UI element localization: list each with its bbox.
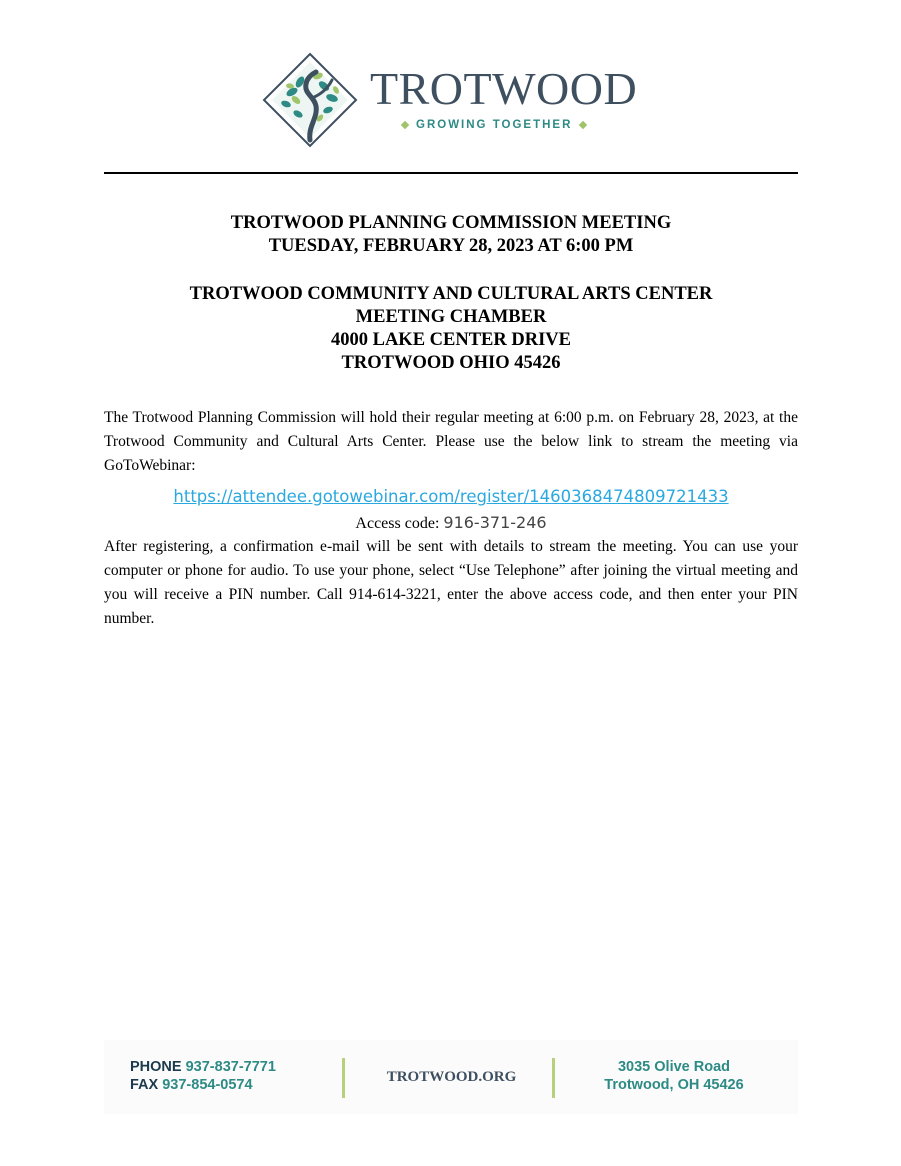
page-footer xyxy=(104,1040,798,1114)
address-street: 3035 Olive Road xyxy=(617,1059,731,1075)
phone-number: 937-837-7771 xyxy=(185,1059,276,1075)
venue-name: TROTWOOD COMMUNITY AND CULTURAL ARTS CENTER xyxy=(189,284,713,304)
diamond-icon xyxy=(401,121,409,129)
footer-website: TROTWOOD.ORG xyxy=(386,1069,517,1085)
instructions-paragraph: After registering, a confirmation e-mail will be sent with details to stream the meeting. You can use your computer or phone for audio. To use your phone, select “Use Telephone” after joining the virtual meeting and you will receive a PIN number. Call 914-614-3221, enter the above access code, and then enter your PIN number. xyxy=(104,538,798,627)
fax-number: 937-854-0574 xyxy=(162,1077,253,1093)
logo-wordmark: TROTWOOD xyxy=(370,63,638,114)
footer-address xyxy=(574,1058,774,1094)
header-divider xyxy=(104,172,798,174)
address-city: Trotwood, OH 45426 xyxy=(604,1077,744,1093)
access-code-value: 916-371-246 xyxy=(443,513,547,532)
venue-street: 4000 LAKE CENTER DRIVE xyxy=(330,330,572,350)
access-code-label: Access code: xyxy=(355,515,440,532)
access-code-line xyxy=(104,511,798,536)
footer-divider xyxy=(552,1058,555,1098)
webinar-link-line xyxy=(104,484,798,510)
diamond-icon xyxy=(579,121,587,129)
venue-city: TROTWOOD OHIO 45426 xyxy=(341,353,561,373)
footer-divider xyxy=(342,1058,345,1098)
trotwood-logo xyxy=(262,52,642,148)
tree-diamond-icon xyxy=(262,52,358,148)
footer-phone xyxy=(130,1058,276,1076)
footer-fax xyxy=(130,1076,276,1094)
logo-tagline xyxy=(394,119,594,131)
venue-room: MEETING CHAMBER xyxy=(355,307,547,327)
intro-paragraph: The Trotwood Planning Commission will hold their regular meeting at 6:00 p.m. on February 28, 2023, at the Trotwood Community and Cultural Arts Center. Please use the below link to stream the meeting via GoToWebinar: xyxy=(104,409,798,474)
webinar-link[interactable]: https://attendee.gotowebinar.com/register/1460368474809721433 xyxy=(173,487,729,506)
meeting-title: TROTWOOD PLANNING COMMISSION MEETING xyxy=(230,213,672,233)
meeting-heading xyxy=(104,212,798,258)
phone-label: PHONE xyxy=(130,1059,182,1075)
footer-contact xyxy=(130,1058,276,1094)
fax-label: FAX xyxy=(130,1077,159,1093)
logo-tagline-text: GROWING TOGETHER xyxy=(416,119,573,131)
meeting-date: TUESDAY, FEBRUARY 28, 2023 AT 6:00 PM xyxy=(268,236,634,256)
meeting-location xyxy=(104,283,798,375)
